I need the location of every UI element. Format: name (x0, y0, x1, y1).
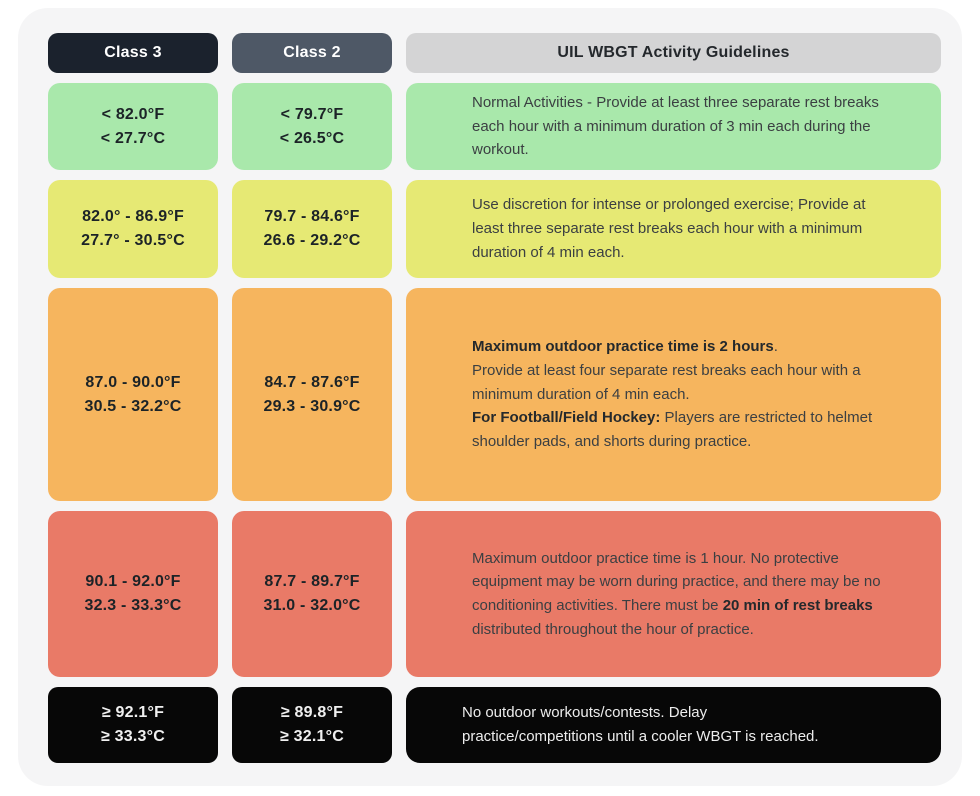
temp-fahrenheit: < 79.7°F (280, 105, 344, 123)
class2-temp-red (232, 511, 392, 677)
temp-fahrenheit: 79.7 - 84.6°F (264, 208, 360, 225)
temp-celsius: ≥ 33.3°C (101, 728, 165, 745)
guideline-red (406, 511, 941, 677)
class3-temp-black (48, 687, 218, 763)
class3-temp-red (48, 511, 218, 677)
temp-celsius: 26.6 - 29.2°C (263, 232, 361, 249)
temp-celsius: < 26.5°C (279, 129, 345, 147)
temp-celsius: 27.7° - 30.5°C (81, 232, 185, 249)
temp-fahrenheit: 84.7 - 87.6°F (264, 373, 360, 391)
class2-temp-yellow (232, 180, 392, 278)
guideline-text: Normal Activities - Provide at least three separate rest breaks each hour with a minimum duration of 3 min each during the workout. (472, 93, 879, 159)
guideline-green (406, 83, 941, 170)
guideline-text: Maximum outdoor practice time is 2 hours. Provide at least four separate rest breaks each hour with a minimum duration of 4 min each. For Football/Field Hockey: Players are restricted to helmet shoulder pads, and shorts during practice. (472, 338, 873, 451)
class2-temp-orange (232, 288, 392, 501)
temp-celsius: 31.0 - 32.0°C (263, 597, 361, 614)
guideline-orange (406, 288, 941, 501)
class2-temp-green (232, 83, 392, 170)
temp-fahrenheit: 87.0 - 90.0°F (85, 373, 181, 391)
class3-temp-green (48, 83, 218, 170)
header-class-3: Class 3 (48, 33, 218, 73)
guideline-black (406, 687, 941, 763)
temp-fahrenheit: < 82.0°F (101, 105, 165, 123)
wbgt-guidelines-card (18, 8, 962, 786)
header-class-2: Class 2 (232, 33, 392, 73)
guideline-text: Use discretion for intense or prolonged exercise; Provide at least three separate rest breaks each hour with a minimum duration of 4 min each. (472, 196, 866, 261)
wbgt-guidelines-table (48, 33, 941, 770)
temp-fahrenheit: 90.1 - 92.0°F (85, 573, 181, 590)
temp-fahrenheit: ≥ 92.1°F (101, 704, 165, 721)
header-activity-guidelines: UIL WBGT Activity Guidelines (406, 33, 941, 73)
temp-celsius: 29.3 - 30.9°C (263, 397, 361, 415)
temp-celsius: < 27.7°C (100, 129, 166, 147)
temp-fahrenheit: ≥ 89.8°F (280, 704, 344, 721)
temp-fahrenheit: 82.0° - 86.9°F (82, 208, 184, 225)
temp-fahrenheit: 87.7 - 89.7°F (264, 573, 360, 590)
guideline-text: No outdoor workouts/contests. Delay practice/competitions until a cooler WBGT is reached. (462, 704, 819, 745)
temp-celsius: 30.5 - 32.2°C (84, 397, 182, 415)
temp-celsius: 32.3 - 33.3°C (84, 597, 182, 614)
class2-temp-black (232, 687, 392, 763)
guideline-text: Maximum outdoor practice time is 1 hour. No protective equipment may be worn during practice, and there may be no conditioning activities. There must be 20 min of rest breaks distributed throughout the hour of practice. (472, 549, 881, 638)
class3-temp-yellow (48, 180, 218, 278)
temp-celsius: ≥ 32.1°C (280, 728, 344, 745)
class3-temp-orange (48, 288, 218, 501)
guideline-yellow (406, 180, 941, 278)
